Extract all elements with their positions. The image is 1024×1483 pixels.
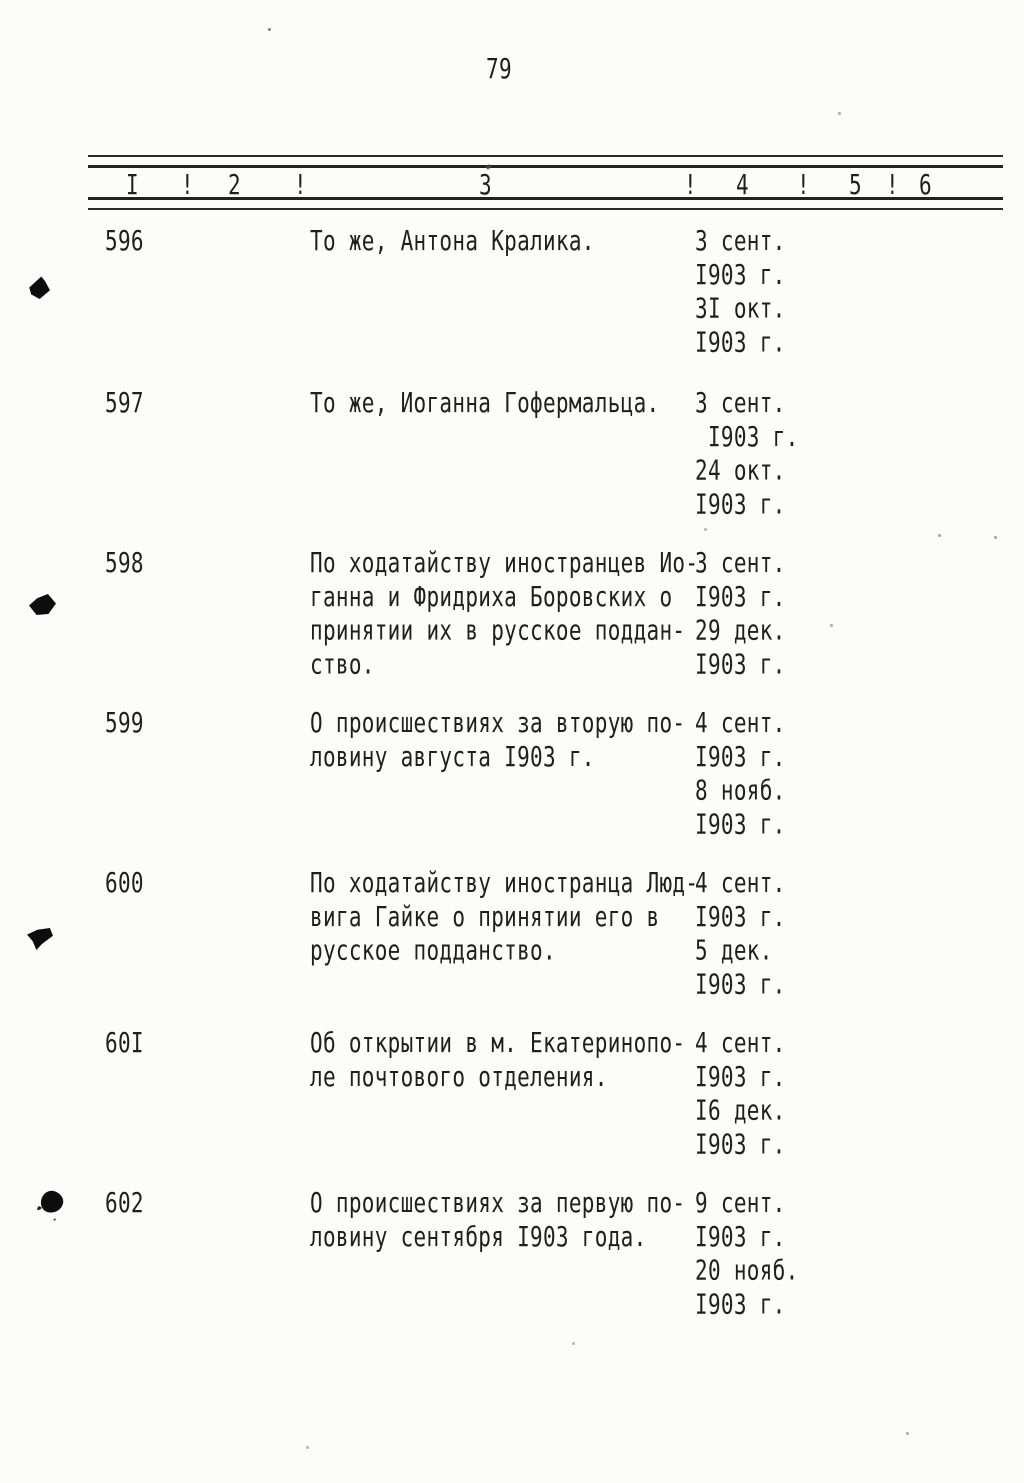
entry-title: Об открытии в м. Екатеринопо- ле почтового отделения. [310,1027,686,1093]
entry-number: 598 [105,547,144,579]
entry-title: По ходатайству иностранцев Ио- ганна и Фридриха Боровских о принятии их в русское поддан- ство. [310,547,699,680]
entry-dates: 4 сент. I903 г. 5 дек. I903 г. [695,867,786,1000]
column-separator: ! [294,169,307,201]
entry-title: То же, Антона Кралика. [310,225,595,257]
entry-dates: 3 сент. I903 г. 29 дек. I903 г. [695,547,786,680]
scan-speck [268,28,271,31]
column-label-5: 5 [849,169,862,201]
ink-blot [38,1188,66,1216]
column-label-6: 6 [919,169,932,201]
table-top-rule [88,155,1003,168]
entry-dates: 4 сент. I903 г. 8 нояб. I903 г. [695,707,786,840]
entry-number: 600 [105,867,144,899]
column-separator: ! [797,169,810,201]
column-separator: ! [684,169,697,201]
column-label-3: 3 [479,169,492,201]
page-number: 79 [486,53,512,85]
scan-speck [704,528,707,531]
entry-number: 599 [105,707,144,739]
scan-speck [830,624,833,627]
column-label-2: 2 [228,169,241,201]
entry-title: О происшествиях за вторую по- ловину августа I903 г. [310,707,686,773]
column-separator: ! [181,169,194,201]
entry-dates: 4 сент. I903 г. I6 дек. I903 г. [695,1027,786,1160]
column-separator: ! [886,169,899,201]
entry-title: По ходатайству иностранца Люд- вига Гайке о принятии его в русское подданство. [310,867,699,967]
entry-number: 602 [105,1187,144,1219]
table-header-row [0,168,1024,201]
column-label-1: I [126,169,139,201]
entry-dates: 3 сент. I903 г. 24 окт. I903 г. [695,387,799,520]
entry-dates: 9 сент. I903 г. 20 нояб. I903 г. [695,1187,799,1320]
scan-speck [306,1446,309,1449]
entry-title: О происшествиях за первую по- ловину сентября I903 года. [310,1187,686,1253]
entry-number: 60I [105,1027,144,1059]
entry-dates: 3 сент. I903 г. 3I окт. I903 г. [695,225,786,358]
ink-blot [29,594,56,615]
scan-speck [572,1342,575,1345]
entry-number: 596 [105,225,144,257]
scan-speck [838,112,841,115]
ink-blot [27,276,50,299]
entry-number: 597 [105,387,144,419]
scan-speck [906,1432,909,1435]
scan-speck [994,536,997,539]
entry-title: То же, Иоганна Гофермальца. [310,387,660,419]
column-label-4: 4 [736,169,749,201]
table-header-bottom-rule [88,197,1003,210]
scan-speck [938,534,941,537]
ink-blot [27,928,53,950]
